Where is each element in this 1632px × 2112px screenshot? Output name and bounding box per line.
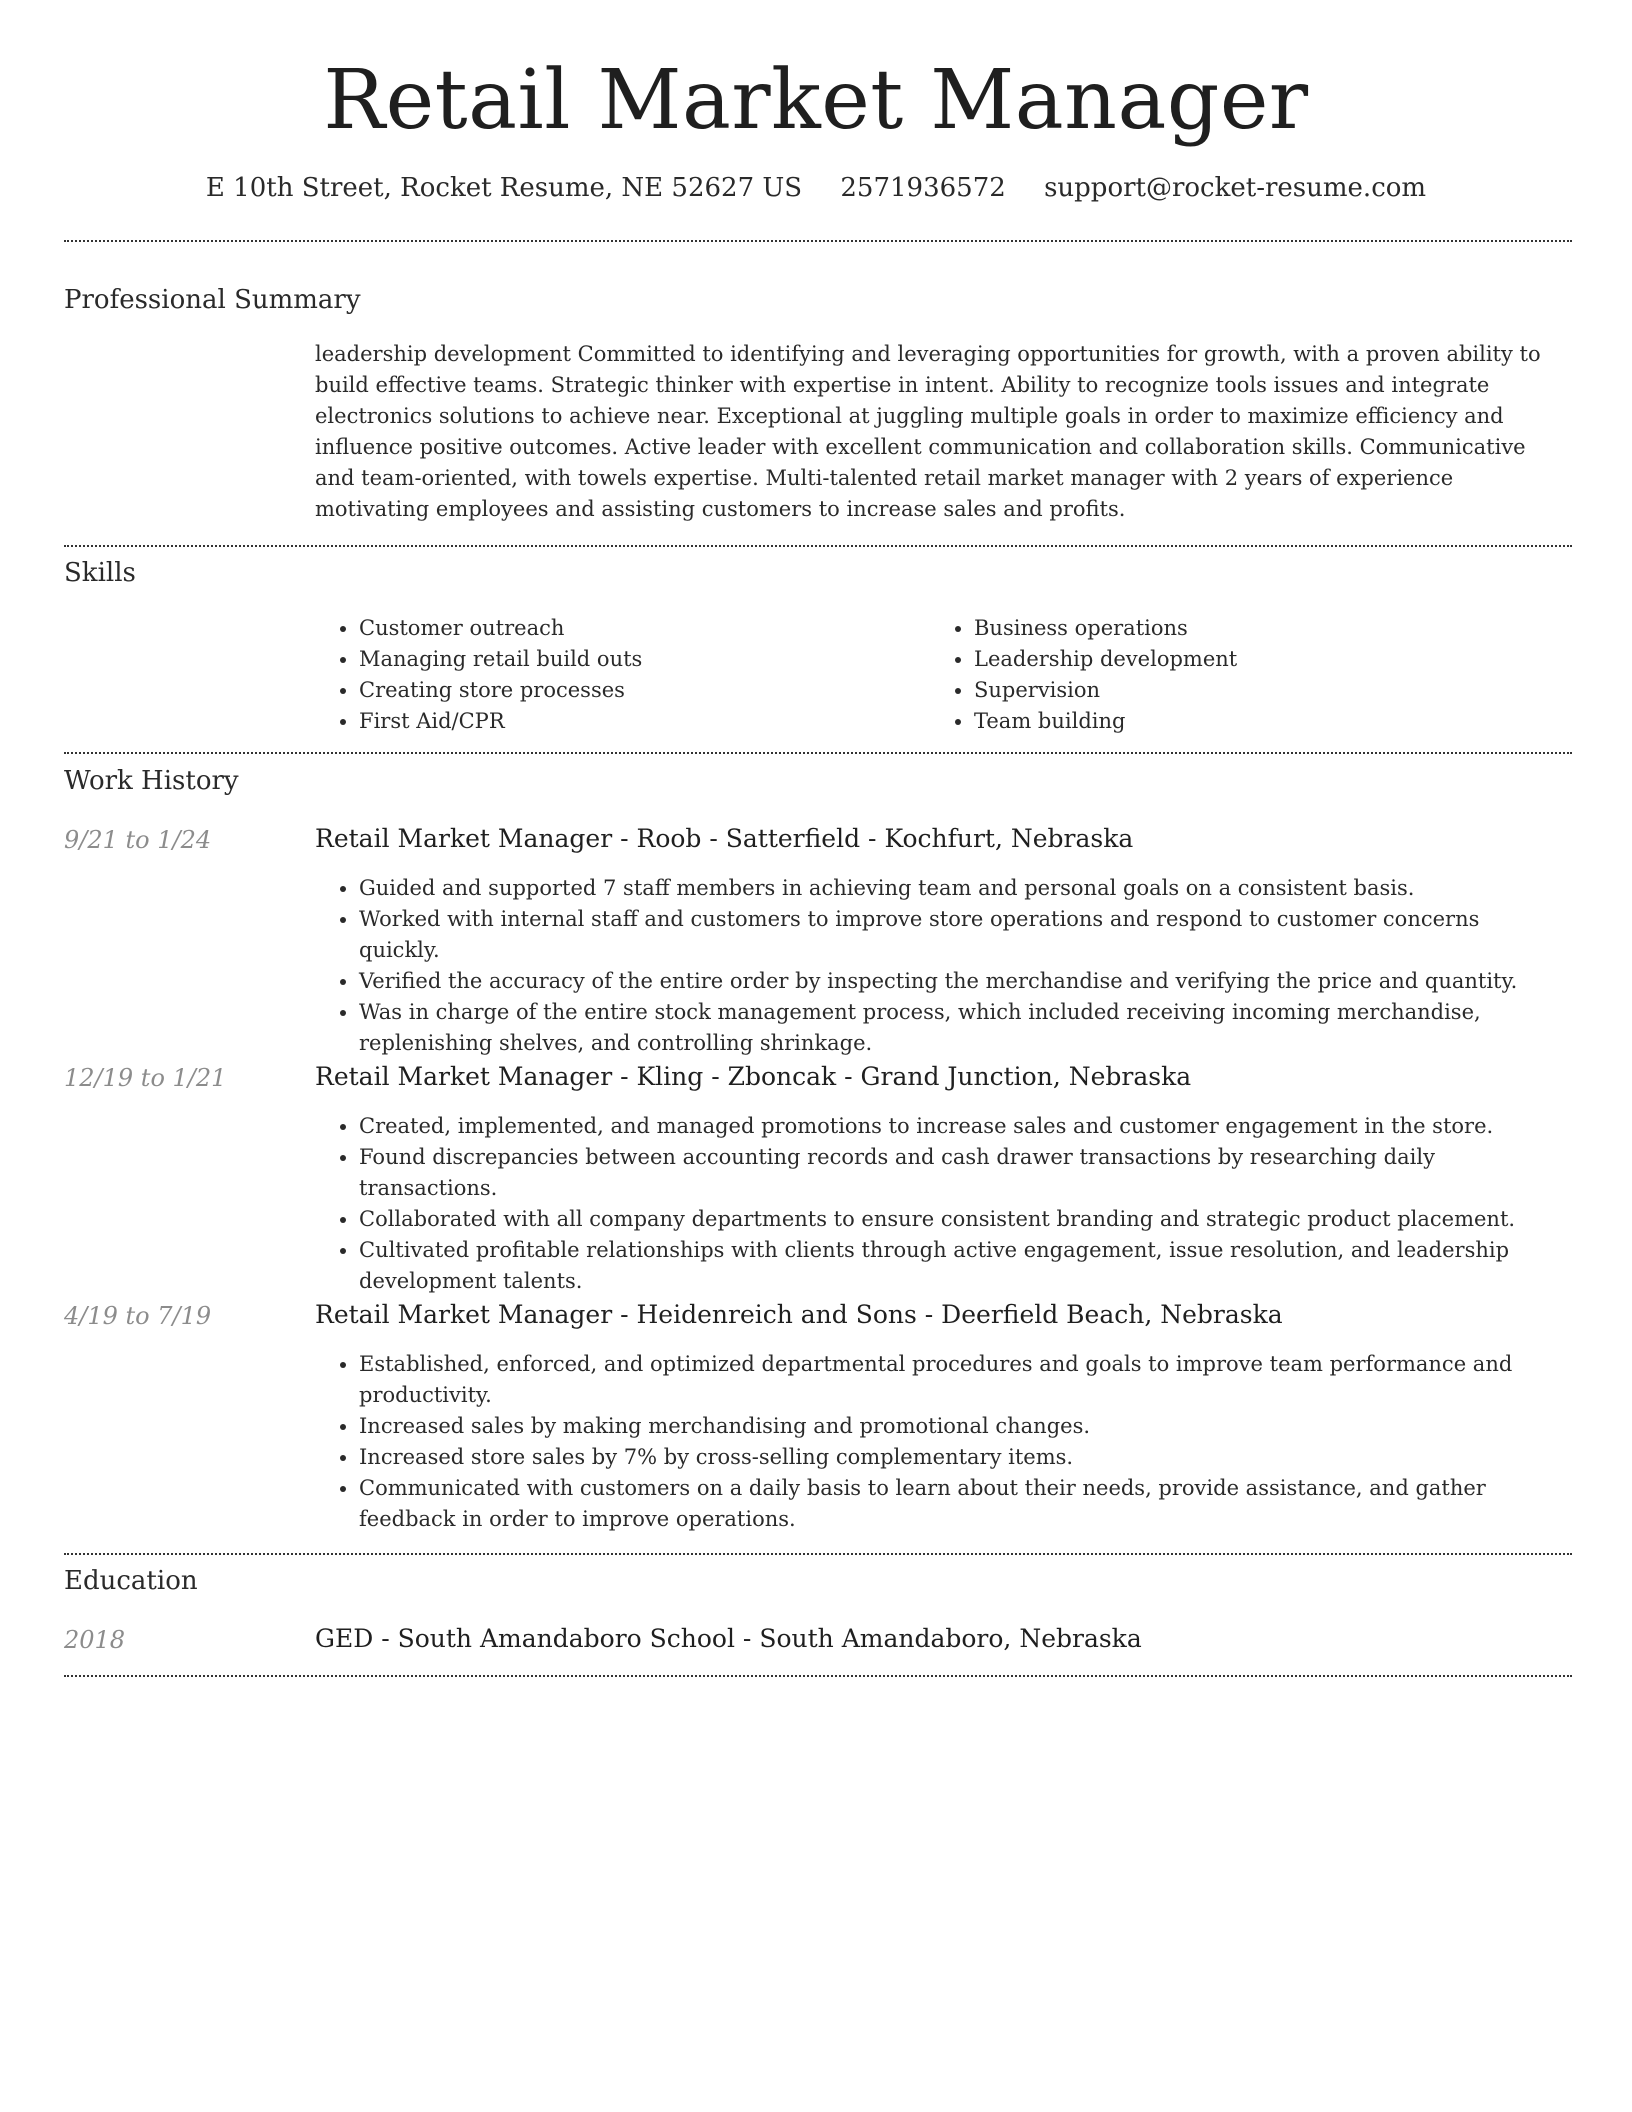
- skill-item: • Team building: [974, 706, 1490, 737]
- divider: [64, 240, 1572, 242]
- divider: [64, 752, 1572, 754]
- summary-text: leadership development Committed to identifying and leveraging opportunities for growth, with a proven ability to build effective teams. Strategic thinker with expertise in intent. Ability to recognize tools issues and integrate electronics solutions to achieve near. Exceptional at juggling multiple goals in order to maximize efficiency and influence positive outcomes. Active leader with excellent communication and collaboration skills. Communicative and team-oriented, with towels expertise. Multi-talented retail market manager with 2 years of experience motivating employees and assisting customers to increase sales and profits.: [315, 342, 1541, 521]
- job-bullets: [315, 1349, 1565, 1535]
- contact-email: support@rocket-resume.com: [1044, 173, 1427, 203]
- job-bullet: • Increased sales by making merchandising and promotional changes.: [359, 1411, 1565, 1442]
- divider: [64, 1553, 1572, 1555]
- summary-heading: Professional Summary: [64, 285, 361, 315]
- job-title: Retail Market Manager - Heidenreich and Sons - Deerfield Beach, Nebraska: [315, 1300, 1283, 1329]
- contact-address: E 10th Street, Rocket Resume, NE 52627 US: [205, 173, 803, 203]
- divider: [64, 545, 1572, 547]
- job-bullet: • Increased store sales by 7% by cross-selling complementary items.: [359, 1442, 1565, 1473]
- skills-heading: Skills: [64, 558, 136, 588]
- job-bullet: • Worked with internal staff and customers to improve store operations and respond to customer concerns quickly.: [359, 904, 1565, 966]
- skill-item: • Creating store processes: [359, 675, 875, 706]
- job-bullets: [315, 1111, 1565, 1297]
- job-bullet: • Established, enforced, and optimized departmental procedures and goals to improve team performance and productivity.: [359, 1349, 1565, 1411]
- skill-item: • Business operations: [974, 613, 1490, 644]
- contact-phone: 2571936572: [840, 173, 1006, 203]
- job-bullet: • Created, implemented, and managed promotions to increase sales and customer engagement in the store.: [359, 1111, 1565, 1142]
- job-dates: 9/21 to 1/24: [64, 826, 212, 854]
- job-bullet: • Was in charge of the entire stock management process, which included receiving incoming merchandise, replenishing shelves, and controlling shrinkage.: [359, 997, 1565, 1059]
- education-entry: GED - South Amandaboro School - South Amandaboro, Nebraska: [315, 1624, 1142, 1653]
- skill-item: • Supervision: [974, 675, 1490, 706]
- skill-item: • Managing retail build outs: [359, 644, 875, 675]
- contact-line: [0, 168, 1632, 208]
- job-bullet: • Verified the accuracy of the entire order by inspecting the merchandise and verifying the price and quantity.: [359, 966, 1565, 997]
- skill-item: • Leadership development: [974, 644, 1490, 675]
- job-title: Retail Market Manager - Roob - Satterfield - Kochfurt, Nebraska: [315, 824, 1134, 853]
- work-history-heading: Work History: [64, 766, 239, 796]
- education-heading: Education: [64, 1566, 198, 1596]
- job-bullet: • Communicated with customers on a daily basis to learn about their needs, provide assistance, and gather feedback in order to improve operations.: [359, 1473, 1565, 1535]
- job-title: Retail Market Manager - Kling - Zboncak - Grand Junction, Nebraska: [315, 1062, 1192, 1091]
- job-dates: 4/19 to 7/19: [64, 1302, 212, 1330]
- job-bullets: [315, 873, 1565, 1059]
- skill-item: • Customer outreach: [359, 613, 875, 644]
- resume-name: Retail Market Manager: [323, 53, 1309, 148]
- job-dates: 12/19 to 1/21: [64, 1064, 227, 1092]
- job-bullet: • Found discrepancies between accounting records and cash drawer transactions by researching daily transactions.: [359, 1142, 1565, 1204]
- divider: [64, 1675, 1572, 1677]
- skill-item: • First Aid/CPR: [359, 706, 875, 737]
- skills-right-column: [930, 613, 1490, 737]
- job-bullet: • Guided and supported 7 staff members in achieving team and personal goals on a consistent basis.: [359, 873, 1565, 904]
- job-bullet: • Collaborated with all company departments to ensure consistent branding and strategic product placement.: [359, 1204, 1565, 1235]
- job-bullet: • Cultivated profitable relationships with clients through active engagement, issue resolution, and leadership development talents.: [359, 1235, 1565, 1297]
- education-year: 2018: [64, 1626, 126, 1654]
- skills-left-column: [315, 613, 875, 737]
